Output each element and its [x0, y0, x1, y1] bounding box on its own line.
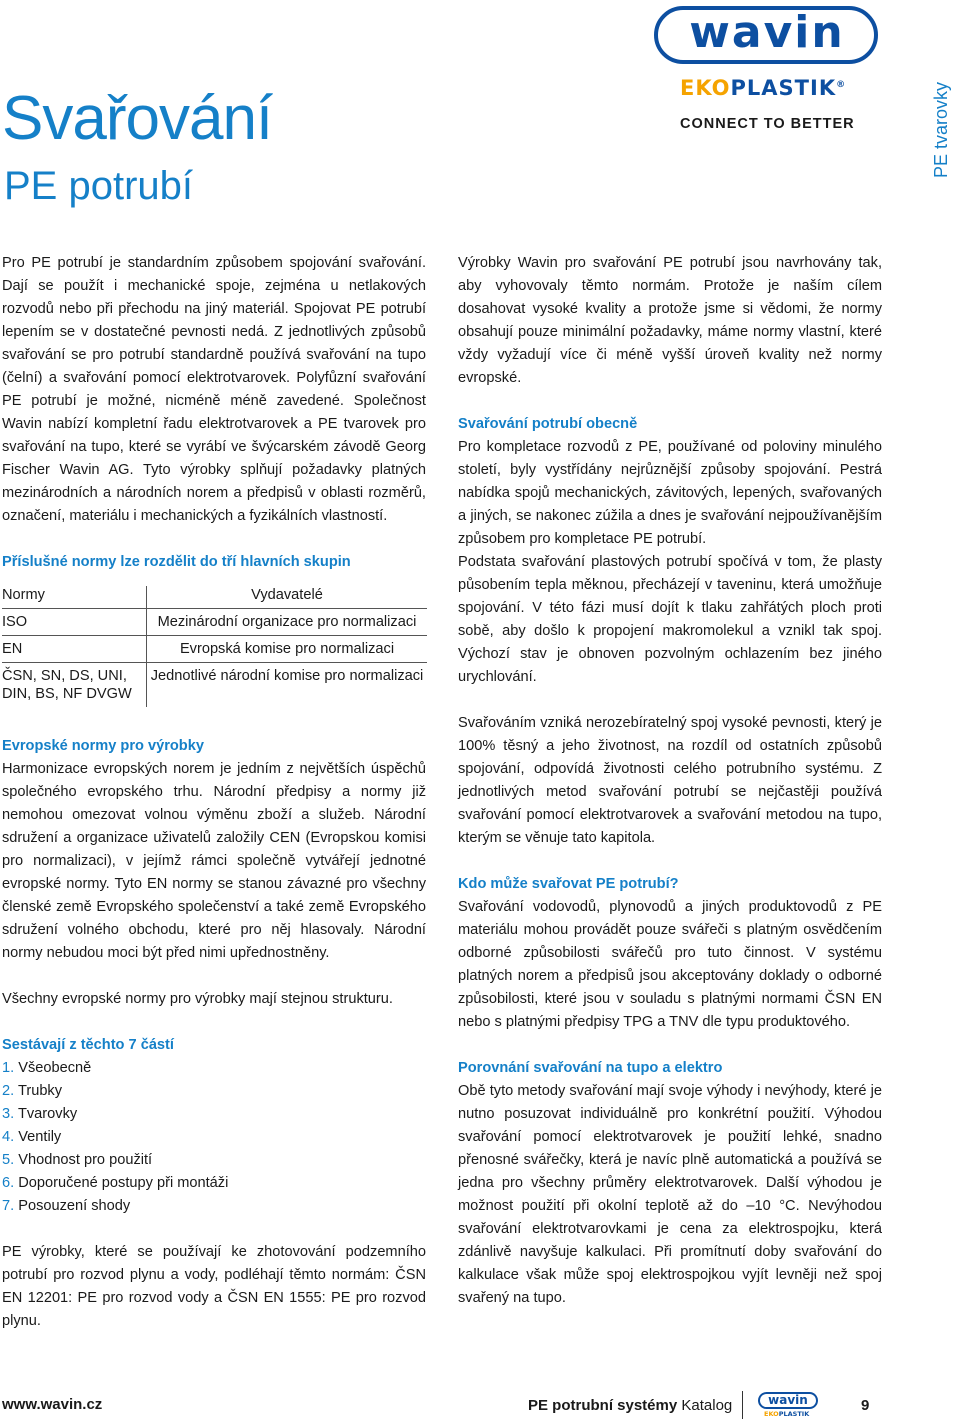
wavin-ekoplastik-logo: [652, 4, 884, 134]
footer-logo-wordmark: wavin: [768, 1393, 808, 1407]
list-label: Doporučené postupy při montáži: [18, 1175, 229, 1191]
compare-heading: Porovnání svařování na tupo a elektro: [458, 1060, 723, 1076]
table-header-cell: Vydavatelé: [147, 586, 428, 609]
table-row: [2, 663, 427, 708]
footer-catalog-bold: PE potrubní systémy: [528, 1397, 678, 1414]
right-intro-paragraph: Výrobky Wavin pro svařování PE potrubí jsou navrhovány tak, aby vyhovovaly těmto normám. Protože je naším cílem dosahovat vysoké kvality a protože jsme si vědomi, že normy obsahují pouze minimální požadavky, máme normy vlastní, které vždy vyžadují více či méně vyšší úroveň kvality než normy evropské.: [458, 255, 882, 386]
list-number: 1.: [2, 1060, 15, 1076]
list-item: [2, 1057, 426, 1080]
general-paragraph: Pro kompletace rozvodů z PE, používané od poloviny minulého století, byly vystřídány nejrůznější způsoby spojování. Pestrá nabídka spojů mechanických, závitových, lepených, svařovaných a jiných, se nakonec zúžila a dnes je svařování nejpoužívanějším způsobem pro kompletace PE potrubí.: [458, 439, 882, 547]
table-cell: EN: [2, 636, 147, 663]
list-number: 6.: [2, 1175, 15, 1191]
table-cell: Jednotlivé národní komise pro normalizaci: [150, 668, 424, 684]
list-number: 5.: [2, 1152, 15, 1168]
table-cell: ČSN, SN, DS, UNI, DIN, BS, NF DVGW: [2, 663, 147, 708]
norms-section: [2, 551, 426, 707]
table-cell: Mezinárodní organizace pro normalizaci: [147, 609, 428, 636]
list-item: [2, 1149, 426, 1172]
footer-logo-ekoplastik: [764, 1410, 809, 1418]
left-column: [2, 252, 426, 528]
logo-tagline: CONNECT TO BETTER: [680, 116, 855, 132]
norms-heading: Příslušné normy lze rozdělit do tří hlavních skupin: [2, 554, 351, 570]
general-heading: Svařování potrubí obecně: [458, 416, 638, 432]
list-number: 7.: [2, 1198, 15, 1214]
list-item: [2, 1103, 426, 1126]
eu-norms-paragraph: Harmonizace evropských norem je jedním z největších úspěchů společného evropského trhu. Národní předpisy a normy již nemohou omezovat volnou výměnu zboží a služeb. Národní sdružení a organizace uživatelů založily CEN (Evropskou komisi pro normalizaci), v jejímž rámci společně vytvářejí jednotné evropské normy. Tyto EN normy se stanou závazné pro všechny členské země Evropského společenství a také země Evropského sdružení volného obchodu, které pro něj hlasovaly. Národní normy nebudou moci být před nimi upřednostněny.: [2, 761, 426, 961]
footer-catalog-title: [528, 1397, 732, 1414]
table-row: [2, 609, 427, 636]
list-label: Tvarovky: [17, 1106, 78, 1122]
list-item: [2, 1126, 426, 1149]
compare-paragraph: Obě tyto metody svařování mají svoje výhody i nevýhody, které je nutno posuzovat individuálně pro konkrétní použití. Výhodou svařování pomocí elektrotvarovek je použití lehké, snadno přenosné svářečky, která je navíc plně automatická a používá se jedna pro všechny průměry elektrotvarovek. Další výhodou je možnost použití při okolní teplotě až do –10 °C. Nevýhodou svařování elektrotvarovkami je cena za elektrospojku, která zdánlivě navyšuje kalkulaci. Při promítnutí doby svařování do kalkulace však může spoj elektrospojkou vyjít levněji než spoj svařený na tupo.: [458, 1083, 882, 1306]
page-subtitle: PE potrubí: [4, 164, 194, 208]
footer-logo-plastik: PLASTIK: [778, 1410, 810, 1418]
list-number: 2.: [2, 1083, 15, 1099]
list-label: Trubky: [17, 1083, 63, 1099]
closing-paragraph: PE výrobky, které se používají ke zhotovování podzemního potrubí pro rozvod plynu a vody, podléhají těmto normám: ČSN EN 12201: PE pro rozvod vody a ČSN EN 1555: PE pro rozvod plynu.: [2, 1244, 426, 1329]
list-item: [2, 1080, 426, 1103]
footer-catalog-light: Katalog: [681, 1397, 733, 1414]
logo-registered: ®: [836, 80, 847, 90]
parts-heading: Sestávají z těchto 7 částí: [2, 1037, 174, 1053]
table-cell: Evropská komise pro normalizaci: [147, 636, 428, 663]
list-number: 3.: [2, 1106, 15, 1122]
eu-norms-section: [2, 735, 426, 1333]
who-heading: Kdo může svařovat PE potrubí?: [458, 876, 679, 892]
list-label: Posouzení shody: [18, 1198, 131, 1214]
result-paragraph: Svařováním vzniká nerozebíratelný spoj vysoké pevnosti, který je 100% těsný a jeho životnost, na rozdíl od ostatních způsobů spojování, odpovídá životnosti celého potrubního systému. Z jednotlivých metod svařování potrubí se nejčastěji používá svařování pomocí elektrotvarovek a svařování metodou na tupo, kterým se věnuje tato kapitola.: [458, 715, 882, 846]
footer-logo-eko: EKO: [764, 1410, 779, 1418]
structure-paragraph: Všechny evropské normy pro výrobky mají stejnou strukturu.: [2, 991, 393, 1007]
right-column-bottom: [458, 551, 882, 1310]
list-label: Všeobecně: [18, 1060, 92, 1076]
footer-divider: [742, 1391, 743, 1419]
footer-wavin-logo: [756, 1392, 822, 1420]
intro-paragraph: Pro PE potrubí je standardním způsobem spojování svařování. Dají se použít i mechanické spoje, zejména u netlakových rozvodů nebo při přechodu na jiný materiál. Spojovat PE potrubí lepením se v dostatečné pevnosti nedá. Z jednotlivých způsobů svařování se pro potrubí standardně používá svařování na tupo (čelní) a svařování pomocí elektrotvarovek. Polyfůzní svařování PE potrubí je možné, nicméně méně zavedené. Společnost Wavin nabízí kompletní řadu elektrotvarovek a PE tvarovek pro svařování na tupo, které se vyrábí ve švýcarském závodě Georg Fischer Wavin AG. Tyto výrobky splňují požadavky platných mezinárodních a národních norem a předpisů v oblasti rozměrů, označení, materiálu i mechanických a fyzikálních vlastností.: [2, 255, 426, 524]
table-header-cell: Normy: [2, 586, 147, 609]
logo-wordmark: wavin: [689, 7, 845, 58]
list-item: [2, 1195, 426, 1218]
page-number: 9: [861, 1397, 870, 1414]
page-title: Svařování: [2, 84, 273, 153]
right-column-top: [458, 252, 882, 551]
side-section-label: PE tvarovky: [931, 81, 951, 178]
logo-plastik: PLASTIK: [730, 76, 837, 100]
eu-norms-heading: Evropské normy pro výrobky: [2, 738, 204, 754]
who-paragraph: Svařování vodovodů, plynovodů a jiných produktovodů z PE materiálu mohou provádět pouze svářeči s platným osvědčením odborné způsobilosti svářečů pro tuto činnost. V systému platných norem a předpisů jsou akceptovány doklady o odborné způsobilosti, které jsou v souladu s platnými normami ČSN EN nebo s platnými předpisy TPG a TNV dle typu produktového.: [458, 899, 882, 1030]
norms-table: [2, 586, 427, 707]
logo-ekoplastik: [680, 76, 846, 100]
list-label: Vhodnost pro použití: [18, 1152, 153, 1168]
list-item: [2, 1172, 426, 1195]
table-cell: ISO: [2, 609, 147, 636]
footer-url-link[interactable]: www.wavin.cz: [2, 1396, 103, 1413]
table-header-row: [2, 586, 427, 609]
table-row: [2, 636, 427, 663]
list-label: Ventily: [18, 1129, 62, 1145]
list-number: 4.: [2, 1129, 15, 1145]
principle-paragraph: Podstata svařování plastových potrubí spočívá v tom, že plasty působením tepla měknou, přecházejí v taveninu, která umožňuje spojování. V této fázi musí dojít k tlaku zahřátých ploch proti sobě, aby došlo k propojení makromolekul a vznikl tak spoj. Výchozí stav je obnoven pozvolným ochlazením bez jiného urychlování.: [458, 554, 882, 685]
parts-list: [2, 1057, 426, 1218]
logo-eko: EKO: [680, 76, 731, 100]
